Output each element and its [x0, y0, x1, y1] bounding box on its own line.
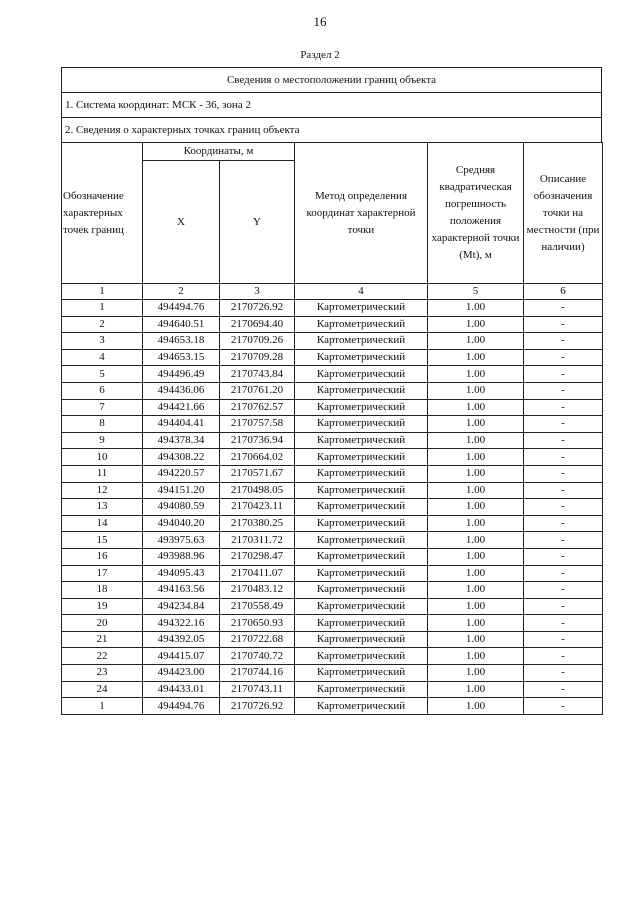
description-cell: -	[524, 499, 603, 516]
y-coordinate-cell: 2170762.57	[220, 399, 295, 416]
error-cell: 1.00	[428, 532, 524, 549]
point-number-cell: 2	[62, 316, 143, 333]
point-number-cell: 15	[62, 532, 143, 549]
y-coordinate-cell: 2170380.25	[220, 515, 295, 532]
table-row	[62, 582, 603, 599]
x-coordinate-cell: 494494.76	[143, 300, 220, 317]
point-number-cell: 14	[62, 515, 143, 532]
method-cell: Картометрический	[295, 515, 428, 532]
x-coordinate-cell: 494433.01	[143, 681, 220, 698]
table-row	[62, 349, 603, 366]
table-row	[62, 499, 603, 516]
method-cell: Картометрический	[295, 333, 428, 350]
method-cell: Картометрический	[295, 598, 428, 615]
table-row	[62, 382, 603, 399]
description-cell: -	[524, 382, 603, 399]
point-number-cell: 23	[62, 665, 143, 682]
x-coordinate-cell: 494423.00	[143, 665, 220, 682]
y-coordinate-cell: 2170311.72	[220, 532, 295, 549]
point-number-cell: 16	[62, 548, 143, 565]
table-row	[62, 648, 603, 665]
description-cell: -	[524, 665, 603, 682]
x-coordinate-cell: 494496.49	[143, 366, 220, 383]
point-number-cell: 24	[62, 681, 143, 698]
table-row	[62, 333, 603, 350]
x-coordinate-cell: 494308.22	[143, 449, 220, 466]
method-cell: Картометрический	[295, 349, 428, 366]
table-row	[62, 681, 603, 698]
error-cell: 1.00	[428, 366, 524, 383]
points-table-body	[62, 300, 603, 715]
method-cell: Картометрический	[295, 582, 428, 599]
description-cell: -	[524, 432, 603, 449]
column-number: 5	[428, 284, 524, 300]
method-cell: Картометрический	[295, 631, 428, 648]
method-cell: Картометрический	[295, 482, 428, 499]
y-coordinate-cell: 2170411.07	[220, 565, 295, 582]
points-heading: 2. Сведения о характерных точках границ объекта	[61, 117, 602, 142]
point-number-cell: 7	[62, 399, 143, 416]
table-row	[62, 465, 603, 482]
point-number-cell: 9	[62, 432, 143, 449]
description-cell: -	[524, 548, 603, 565]
description-cell: -	[524, 449, 603, 466]
error-cell: 1.00	[428, 316, 524, 333]
error-cell: 1.00	[428, 399, 524, 416]
error-cell: 1.00	[428, 665, 524, 682]
point-number-cell: 12	[62, 482, 143, 499]
x-coordinate-cell: 494151.20	[143, 482, 220, 499]
x-coordinate-cell: 494421.66	[143, 399, 220, 416]
point-number-cell: 6	[62, 382, 143, 399]
description-cell: -	[524, 582, 603, 599]
table-row	[62, 615, 603, 632]
y-coordinate-cell: 2170757.58	[220, 416, 295, 433]
description-cell: -	[524, 333, 603, 350]
x-coordinate-cell: 494095.43	[143, 565, 220, 582]
error-cell: 1.00	[428, 648, 524, 665]
x-coordinate-cell: 494378.34	[143, 432, 220, 449]
table-row	[62, 631, 603, 648]
point-number-cell: 17	[62, 565, 143, 582]
description-cell: -	[524, 631, 603, 648]
table-row	[62, 665, 603, 682]
y-coordinate-cell: 2170743.84	[220, 366, 295, 383]
point-number-cell: 1	[62, 300, 143, 317]
header-description: Описание обозначения точки на местности (при наличии)	[524, 143, 603, 284]
error-cell: 1.00	[428, 349, 524, 366]
page-number: 16	[313, 14, 327, 29]
header-coordinates: Координаты, м	[143, 143, 295, 161]
y-coordinate-cell: 2170726.92	[220, 698, 295, 715]
header-x: X	[143, 161, 220, 284]
table-row	[62, 598, 603, 615]
method-cell: Картометрический	[295, 681, 428, 698]
y-coordinate-cell: 2170298.47	[220, 548, 295, 565]
point-number-cell: 18	[62, 582, 143, 599]
method-cell: Картометрический	[295, 465, 428, 482]
error-cell: 1.00	[428, 615, 524, 632]
method-cell: Картометрический	[295, 300, 428, 317]
error-cell: 1.00	[428, 482, 524, 499]
x-coordinate-cell: 494640.51	[143, 316, 220, 333]
method-cell: Картометрический	[295, 532, 428, 549]
point-number-cell: 22	[62, 648, 143, 665]
table-row	[62, 548, 603, 565]
y-coordinate-cell: 2170744.16	[220, 665, 295, 682]
x-coordinate-cell: 494392.05	[143, 631, 220, 648]
y-coordinate-cell: 2170694.40	[220, 316, 295, 333]
y-coordinate-cell: 2170423.11	[220, 499, 295, 516]
point-number-cell: 20	[62, 615, 143, 632]
table-title: Сведения о местоположении границ объекта	[61, 67, 602, 92]
description-cell: -	[524, 598, 603, 615]
error-cell: 1.00	[428, 300, 524, 317]
error-cell: 1.00	[428, 565, 524, 582]
error-cell: 1.00	[428, 416, 524, 433]
header-method: Метод определения координат характерной точки	[295, 143, 428, 284]
point-number-cell: 13	[62, 499, 143, 516]
error-cell: 1.00	[428, 449, 524, 466]
method-cell: Картометрический	[295, 665, 428, 682]
column-number: 4	[295, 284, 428, 300]
column-numbers-row	[62, 284, 603, 300]
method-cell: Картометрический	[295, 432, 428, 449]
points-table	[61, 142, 603, 715]
y-coordinate-cell: 2170709.26	[220, 333, 295, 350]
y-coordinate-cell: 2170650.93	[220, 615, 295, 632]
description-cell: -	[524, 300, 603, 317]
x-coordinate-cell: 494653.18	[143, 333, 220, 350]
y-coordinate-cell: 2170726.92	[220, 300, 295, 317]
x-coordinate-cell: 494404.41	[143, 416, 220, 433]
table-row	[62, 565, 603, 582]
point-number-cell: 10	[62, 449, 143, 466]
error-cell: 1.00	[428, 631, 524, 648]
x-coordinate-cell: 494040.20	[143, 515, 220, 532]
description-cell: -	[524, 349, 603, 366]
y-coordinate-cell: 2170558.49	[220, 598, 295, 615]
table-row	[62, 532, 603, 549]
table-row	[62, 316, 603, 333]
description-cell: -	[524, 515, 603, 532]
description-cell: -	[524, 465, 603, 482]
error-cell: 1.00	[428, 582, 524, 599]
method-cell: Картометрический	[295, 416, 428, 433]
description-cell: -	[524, 416, 603, 433]
x-coordinate-cell: 493975.63	[143, 532, 220, 549]
x-coordinate-cell: 493988.96	[143, 548, 220, 565]
y-coordinate-cell: 2170722.68	[220, 631, 295, 648]
point-number-cell: 3	[62, 333, 143, 350]
method-cell: Картометрический	[295, 382, 428, 399]
method-cell: Картометрический	[295, 316, 428, 333]
x-coordinate-cell: 494436.06	[143, 382, 220, 399]
header-y: Y	[220, 161, 295, 284]
point-number-cell: 11	[62, 465, 143, 482]
boundary-table	[61, 67, 602, 715]
error-cell: 1.00	[428, 698, 524, 715]
description-cell: -	[524, 565, 603, 582]
x-coordinate-cell: 494322.16	[143, 615, 220, 632]
error-cell: 1.00	[428, 548, 524, 565]
y-coordinate-cell: 2170664.02	[220, 449, 295, 466]
y-coordinate-cell: 2170761.20	[220, 382, 295, 399]
description-cell: -	[524, 532, 603, 549]
point-number-cell: 19	[62, 598, 143, 615]
y-coordinate-cell: 2170709.28	[220, 349, 295, 366]
x-coordinate-cell: 494080.59	[143, 499, 220, 516]
point-number-cell: 1	[62, 698, 143, 715]
section-title: Раздел 2	[300, 49, 340, 61]
description-cell: -	[524, 316, 603, 333]
x-coordinate-cell: 494415.07	[143, 648, 220, 665]
y-coordinate-cell: 2170736.94	[220, 432, 295, 449]
error-cell: 1.00	[428, 515, 524, 532]
description-cell: -	[524, 648, 603, 665]
y-coordinate-cell: 2170498.05	[220, 482, 295, 499]
column-number: 6	[524, 284, 603, 300]
point-number-cell: 4	[62, 349, 143, 366]
description-cell: -	[524, 615, 603, 632]
method-cell: Картометрический	[295, 648, 428, 665]
method-cell: Картометрический	[295, 399, 428, 416]
description-cell: -	[524, 698, 603, 715]
point-number-cell: 5	[62, 366, 143, 383]
x-coordinate-cell: 494653.15	[143, 349, 220, 366]
x-coordinate-cell: 494494.76	[143, 698, 220, 715]
table-row	[62, 366, 603, 383]
error-cell: 1.00	[428, 333, 524, 350]
table-row	[62, 698, 603, 715]
error-cell: 1.00	[428, 432, 524, 449]
table-row	[62, 482, 603, 499]
x-coordinate-cell: 494163.56	[143, 582, 220, 599]
error-cell: 1.00	[428, 598, 524, 615]
header-designation: Обозначение характерных точек границ	[62, 143, 143, 284]
point-number-cell: 21	[62, 631, 143, 648]
table-row	[62, 416, 603, 433]
error-cell: 1.00	[428, 382, 524, 399]
y-coordinate-cell: 2170483.12	[220, 582, 295, 599]
method-cell: Картометрический	[295, 698, 428, 715]
table-row	[62, 300, 603, 317]
header-error: Средняя квадратическая погрешность положения характерной точки (Мt), м	[428, 143, 524, 284]
table-row	[62, 515, 603, 532]
table-row	[62, 449, 603, 466]
error-cell: 1.00	[428, 465, 524, 482]
description-cell: -	[524, 399, 603, 416]
coordinate-system: 1. Система координат: МСК - 36, зона 2	[61, 92, 602, 117]
y-coordinate-cell: 2170740.72	[220, 648, 295, 665]
column-number: 2	[143, 284, 220, 300]
column-number: 1	[62, 284, 143, 300]
method-cell: Картометрический	[295, 499, 428, 516]
x-coordinate-cell: 494220.57	[143, 465, 220, 482]
method-cell: Картометрический	[295, 565, 428, 582]
description-cell: -	[524, 366, 603, 383]
y-coordinate-cell: 2170571.67	[220, 465, 295, 482]
column-number: 3	[220, 284, 295, 300]
x-coordinate-cell: 494234.84	[143, 598, 220, 615]
description-cell: -	[524, 681, 603, 698]
point-number-cell: 8	[62, 416, 143, 433]
table-row	[62, 399, 603, 416]
y-coordinate-cell: 2170743.11	[220, 681, 295, 698]
error-cell: 1.00	[428, 681, 524, 698]
method-cell: Картометрический	[295, 548, 428, 565]
method-cell: Картометрический	[295, 366, 428, 383]
table-row	[62, 432, 603, 449]
method-cell: Картометрический	[295, 615, 428, 632]
method-cell: Картометрический	[295, 449, 428, 466]
error-cell: 1.00	[428, 499, 524, 516]
description-cell: -	[524, 482, 603, 499]
